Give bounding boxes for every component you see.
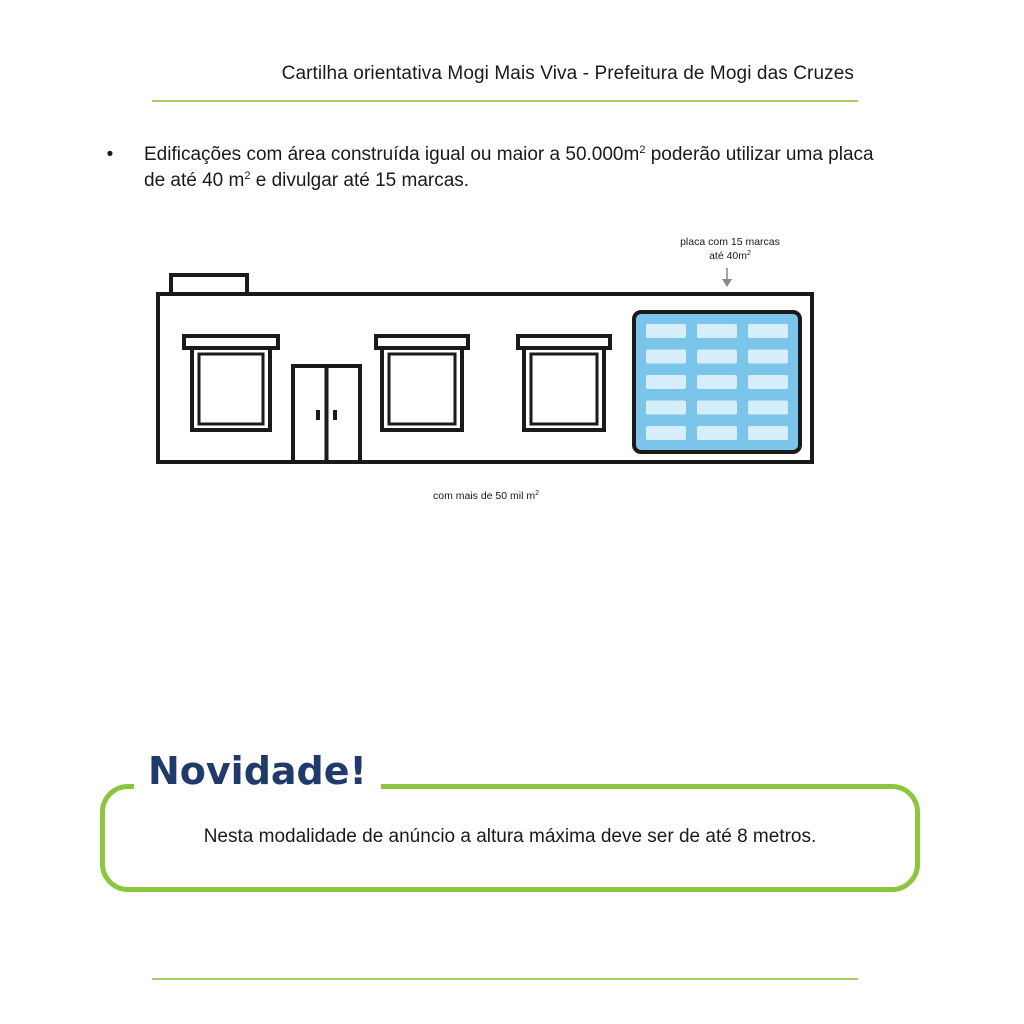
header-divider (152, 100, 858, 102)
bullet-superscript-2: 2 (244, 170, 251, 182)
rooftop-box (171, 275, 247, 294)
brand-slot (646, 375, 686, 389)
brand-slot (646, 426, 686, 440)
bullet-text-part3: e divulgar até 15 marcas. (250, 170, 470, 191)
novidade-text: Nesta modalidade de anúncio a altura máxima deve ser de até 8 metros. (203, 826, 817, 847)
building-caption-text: com mais de 50 mil m (432, 490, 536, 502)
brand-slot (697, 375, 737, 389)
bullet-marker: • (106, 144, 114, 165)
brand-slot (748, 350, 788, 364)
window (376, 336, 468, 430)
door (293, 366, 360, 462)
billboard-sign (634, 312, 800, 452)
building-caption (386, 490, 586, 502)
bullet-text (144, 142, 884, 194)
brand-slot (697, 426, 737, 440)
page-header-title: Cartilha orientativa Mogi Mais Viva - Prefeitura de Mogi das Cruzes (281, 63, 854, 84)
brand-slot (748, 401, 788, 415)
down-arrow-icon (722, 268, 732, 287)
bullet-text-part2: poderão utilizar uma placa de até 40 m (144, 144, 874, 191)
brand-slot (646, 401, 686, 415)
building-illustration (150, 230, 830, 480)
sign-caption-line1: placa com 15 marcas (680, 236, 780, 248)
brand-slot (697, 350, 737, 364)
building-caption-superscript: 2 (535, 490, 539, 497)
brand-slot (646, 350, 686, 364)
footer-divider (152, 978, 858, 980)
bullet-text-part1: Edificações com área construída igual ou maior a 50.000m (144, 144, 640, 165)
novidade-title: Novidade! (134, 745, 381, 797)
brand-slot (748, 426, 788, 440)
brand-slot (646, 324, 686, 338)
sign-caption-text: até 40m (709, 250, 748, 262)
brand-slot (697, 324, 737, 338)
brand-slot (748, 324, 788, 338)
brand-slot (748, 375, 788, 389)
window (518, 336, 610, 430)
sign-caption-superscript: 2 (747, 250, 751, 257)
window (184, 336, 278, 430)
bullet-superscript-1: 2 (639, 144, 646, 156)
brand-slot (697, 401, 737, 415)
